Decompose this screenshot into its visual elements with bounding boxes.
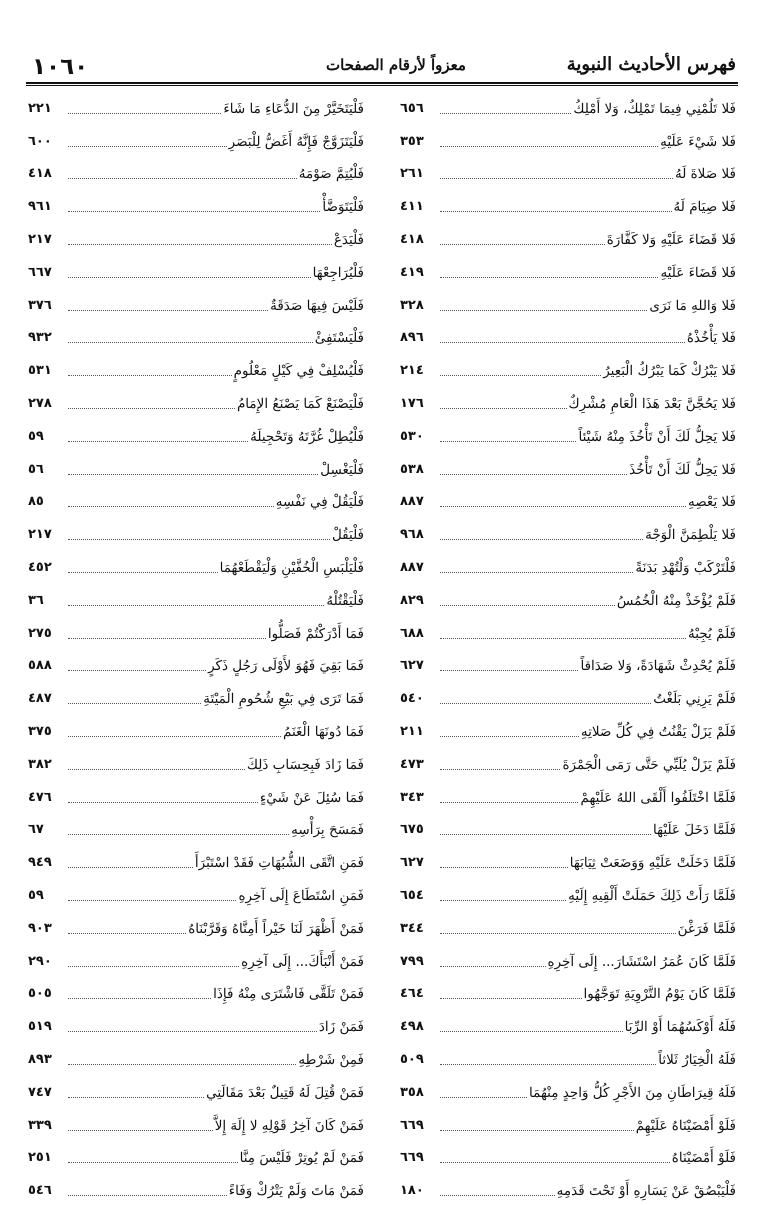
index-entry bbox=[400, 746, 736, 779]
index-entry bbox=[400, 320, 736, 353]
hadith-text: فَمَنْ لَمْ يُوتِرْ فَلَيْسَ مِنَّا bbox=[239, 1150, 364, 1167]
hadith-text: فَلَمْ يَرِنِي بَلَغْتُ bbox=[653, 691, 736, 708]
index-entry bbox=[400, 910, 736, 943]
index-entry bbox=[400, 976, 736, 1009]
hadith-text: فَلْيَبْصُقْ عَنْ يَسَارِهِ أَوْ تَحْتَ قَدَمِهِ bbox=[556, 1183, 736, 1200]
dot-leader bbox=[440, 1064, 656, 1065]
hadith-text: فَلا يَأْخُذْهُ bbox=[686, 330, 736, 347]
index-entry bbox=[28, 1041, 364, 1074]
hadith-text: فَلَمَّا اخْتَلَفُوا أَلْقَى اللهُ عَلَيْهِمْ bbox=[580, 789, 736, 806]
index-entry bbox=[28, 418, 364, 451]
index-entry bbox=[400, 1074, 736, 1107]
index-entry bbox=[28, 320, 364, 353]
hadith-text: فَمَا أَدْرَكْتُمْ فَصَلُّوا bbox=[267, 625, 364, 642]
index-entry bbox=[400, 90, 736, 123]
dot-leader bbox=[68, 670, 206, 671]
page-reference: ٨٩٦ bbox=[400, 330, 424, 346]
hadith-text: فَمَسَحَ بِرَأْسِهِ bbox=[291, 822, 364, 839]
hadith-text: فَلَمَّا دَخَلَ عَلَيْهَا bbox=[653, 822, 736, 839]
index-entry bbox=[400, 582, 736, 615]
hadith-text: فَمَنْ قُتِلَ لَهُ قَتِيلٌ بَعْدَ مَقَالَتِي bbox=[206, 1084, 364, 1101]
index-entry bbox=[28, 1140, 364, 1173]
index-entry bbox=[400, 1172, 736, 1205]
hadith-text: فَلْيَسْتَفِئْ bbox=[314, 330, 364, 347]
hadith-text: فَمَا بَقِيَ فَهُوَ لأَوْلَى رَجُلٍ ذَكَرٍ bbox=[208, 658, 364, 675]
index-entry bbox=[400, 1041, 736, 1074]
index-entry bbox=[28, 1172, 364, 1205]
hadith-text: فَلْيَتَوَضَّأْ bbox=[322, 199, 364, 216]
hadith-text: فَلا صِيَامَ لَهُ bbox=[673, 199, 736, 216]
page-reference: ٣٦ bbox=[28, 592, 44, 608]
header-rule bbox=[26, 82, 738, 84]
hadith-text: فَمَنْ أَظْهَرَ لَنَا خَيْراً أَمِنَّاهُ وَقَرَّبْنَاهُ bbox=[188, 920, 364, 937]
hadith-text: فَلا يَبْرُكْ كَمَا يَبْرُكُ الْبَعِيرُ bbox=[603, 363, 736, 380]
index-entry bbox=[400, 844, 736, 877]
hadith-text: فَلْيَقْتُلْهُ bbox=[326, 592, 364, 609]
dot-leader bbox=[440, 933, 676, 934]
dot-leader bbox=[68, 736, 281, 737]
dot-leader bbox=[440, 1130, 634, 1131]
index-entry bbox=[28, 812, 364, 845]
index-entry bbox=[28, 648, 364, 681]
hadith-text: فَلَمْ يُؤْخَذْ مِنْهُ الْخُمُسُ bbox=[616, 592, 736, 609]
dot-leader bbox=[68, 572, 218, 573]
dot-leader bbox=[68, 441, 248, 442]
hadith-text: فَلا يَعْصِهِ bbox=[687, 494, 736, 511]
index-entry bbox=[400, 615, 736, 648]
index-entry bbox=[400, 943, 736, 976]
page-reference: ٩٦١ bbox=[28, 199, 52, 215]
page-reference: ٥٦ bbox=[28, 461, 44, 477]
hadith-text: فَلَمَّا كَانَ يَوْمُ التَّرْوِيَةِ تَوَجَّهُوا bbox=[583, 986, 736, 1003]
page-reference: ٥٠٩ bbox=[400, 1051, 424, 1067]
index-entry bbox=[28, 910, 364, 943]
dot-leader bbox=[440, 572, 633, 573]
index-entry bbox=[400, 1107, 736, 1140]
hadith-text: فَلَيْسَ فِيهَا صَدَقَةٌ bbox=[270, 297, 364, 314]
index-entry bbox=[400, 418, 736, 451]
page-reference: ٥٩ bbox=[28, 428, 44, 444]
index-entry bbox=[400, 484, 736, 517]
dot-leader bbox=[440, 375, 601, 376]
dot-leader bbox=[68, 474, 318, 475]
dot-leader bbox=[68, 769, 245, 770]
index-entry bbox=[28, 582, 364, 615]
dot-leader bbox=[68, 244, 332, 245]
hadith-text: فَمَا دُونَهَا الْغَنَمُ bbox=[282, 723, 364, 740]
hadith-text: فَلَوْ أَمْضَيْنَاهُ bbox=[671, 1150, 736, 1167]
page-reference: ٤١٨ bbox=[400, 231, 424, 247]
index-entry bbox=[28, 1107, 364, 1140]
dot-leader bbox=[440, 441, 576, 442]
dot-leader bbox=[68, 146, 227, 147]
page-reference: ٧٩٩ bbox=[400, 953, 424, 969]
page-reference: ٦٧ bbox=[28, 822, 44, 838]
page-reference: ٢٢١ bbox=[28, 100, 52, 116]
dot-leader bbox=[440, 506, 686, 507]
index-entry bbox=[400, 877, 736, 910]
index-entry bbox=[28, 779, 364, 812]
page-reference: ٥٤٠ bbox=[400, 691, 424, 707]
dot-leader bbox=[68, 802, 258, 803]
header-rule-thin bbox=[26, 85, 738, 86]
page-reference: ٦٦٩ bbox=[400, 1150, 424, 1166]
dot-leader bbox=[440, 998, 582, 999]
dot-leader bbox=[68, 1130, 213, 1131]
hadith-text: فَلْيَغْسِلْ bbox=[320, 461, 364, 478]
index-entry bbox=[400, 648, 736, 681]
hadith-text: فَمَنْ زَادَ bbox=[318, 1019, 364, 1036]
index-entry bbox=[400, 549, 736, 582]
dot-leader bbox=[68, 342, 313, 343]
index-entry bbox=[400, 451, 736, 484]
page-reference: ٣٢٨ bbox=[400, 297, 424, 313]
dot-leader bbox=[440, 802, 578, 803]
page-reference: ٤٧٦ bbox=[28, 789, 52, 805]
hadith-text: فَلَمَّا رَأَتْ ذَلِكَ حَمَلَتْ أَلْقِيهِ إِلَيْهِ bbox=[568, 887, 736, 904]
page-reference: ٣٥٣ bbox=[400, 133, 424, 149]
index-entry bbox=[400, 385, 736, 418]
index-entry bbox=[28, 484, 364, 517]
page-reference: ٤٥٢ bbox=[28, 559, 52, 575]
dot-leader bbox=[440, 769, 560, 770]
page-reference: ٤١٩ bbox=[400, 264, 424, 280]
page-reference: ٨٥ bbox=[28, 494, 44, 510]
dot-leader bbox=[68, 539, 330, 540]
dot-leader bbox=[68, 933, 186, 934]
dot-leader bbox=[440, 605, 615, 606]
hadith-text: فَلْيَتَخَيَّرْ مِنَ الدُّعَاءِ مَا شَاءَ bbox=[223, 100, 364, 117]
dot-leader bbox=[440, 474, 627, 475]
dot-leader bbox=[68, 966, 239, 967]
page-reference: ٦٦٧ bbox=[28, 264, 52, 280]
index-column-right bbox=[400, 90, 736, 1205]
page-reference: ٩٦٨ bbox=[400, 527, 424, 543]
dot-leader bbox=[440, 211, 672, 212]
dot-leader bbox=[440, 900, 566, 901]
index-entry bbox=[28, 976, 364, 1009]
page-reference: ٩٣٢ bbox=[28, 330, 52, 346]
hadith-text: فَمَنْ أَنْبَأَكَ... إِلَى آخِرِهِ bbox=[241, 953, 364, 970]
page-reference: ٤٩٨ bbox=[400, 1019, 424, 1035]
index-entry bbox=[28, 943, 364, 976]
index-entry bbox=[28, 123, 364, 156]
hadith-text: فَلَمَّا دَخَلَتْ عَلَيْهِ وَوَضَعَتْ ثِيَابَهَا bbox=[569, 855, 736, 872]
hadith-text: فَلْتَرْكَبْ وَلْتُهْدِ بَدَنَةً bbox=[635, 559, 736, 576]
dot-leader bbox=[68, 375, 232, 376]
page-number: ١٠٦٠ bbox=[32, 54, 89, 80]
page-reference: ٣٧٥ bbox=[28, 723, 52, 739]
dot-leader bbox=[440, 146, 658, 147]
page-reference: ٨٢٩ bbox=[400, 592, 424, 608]
hadith-text: فَمِنْ شَرْطِهِ bbox=[298, 1051, 364, 1068]
hadith-text: فَلا قَضَاءَ عَلَيْهِ bbox=[660, 264, 736, 281]
dot-leader bbox=[68, 998, 211, 999]
hadith-text: فَلا يَحِلُّ لَكَ أَنْ تَأْخُذَ bbox=[629, 461, 736, 478]
hadith-text: فَلْيُسْلِفْ فِي كَيْلٍ مَعْلُومٍ bbox=[233, 363, 364, 380]
hadith-text: فَلا وَاللهِ مَا نَرَى bbox=[649, 297, 736, 314]
page-reference: ٢٩٠ bbox=[28, 953, 52, 969]
index-entry bbox=[400, 156, 736, 189]
index-entry bbox=[400, 812, 736, 845]
hadith-text: فَمَنْ مَاتَ وَلَمْ يَتْرُكْ وَفَاءً bbox=[228, 1183, 364, 1200]
hadith-text: فَلْيَقُلْ bbox=[331, 527, 364, 544]
page-reference: ٦٦٩ bbox=[400, 1117, 424, 1133]
hadith-text: فَلا يَحِلُّ لَكَ أَنْ تَأْخُذَ مِنْهُ شَيْئاً bbox=[578, 428, 736, 445]
dot-leader bbox=[440, 342, 685, 343]
page-reference: ٥٤٦ bbox=[28, 1183, 52, 1199]
hadith-text: فَمَا سُئِلَ عَنْ شَيْءٍ bbox=[259, 789, 364, 806]
index-entry bbox=[400, 352, 736, 385]
index-entry bbox=[400, 1008, 736, 1041]
page-reference: ٤١٨ bbox=[28, 166, 52, 182]
dot-leader bbox=[68, 900, 236, 901]
index-entry bbox=[28, 549, 364, 582]
hadith-text: فَلا صَلاةَ لَهُ bbox=[674, 166, 736, 183]
hadith-text: فَلا تَلُمْنِي فِيمَا تَمْلِكُ، وَلا أَمْلِكُ bbox=[573, 100, 736, 117]
dot-leader bbox=[68, 638, 266, 639]
page-reference: ٤٧٣ bbox=[400, 756, 424, 772]
index-column-left bbox=[28, 90, 364, 1205]
page-reference: ٣٤٣ bbox=[400, 789, 424, 805]
index-entry bbox=[28, 877, 364, 910]
page-reference: ٨٨٧ bbox=[400, 494, 424, 510]
hadith-text: فَلَمْ يُجِبْهُ bbox=[688, 625, 736, 642]
dot-leader bbox=[440, 703, 651, 704]
dot-leader bbox=[440, 966, 546, 967]
hadith-text: فَلْيَصْنَعْ كَمَا يَصْنَعُ الإِمَامُ bbox=[236, 395, 364, 412]
page-reference: ٢٧٨ bbox=[28, 395, 52, 411]
hadith-text: فَلا يَحُجَّنَّ بَعْدَ هَذَا الْعَامِ مُشْرِكٌ bbox=[568, 395, 736, 412]
dot-leader bbox=[68, 1097, 204, 1098]
page-reference: ٤٨٧ bbox=[28, 691, 52, 707]
index-entry bbox=[28, 1008, 364, 1041]
dot-leader bbox=[440, 408, 567, 409]
page-reference: ٣٥٨ bbox=[400, 1084, 424, 1100]
page-reference: ٥٩ bbox=[28, 887, 44, 903]
page-reference: ٦٨٨ bbox=[400, 625, 424, 641]
dot-leader bbox=[68, 1031, 317, 1032]
index-entry bbox=[400, 680, 736, 713]
page-reference: ١٨٠ bbox=[400, 1183, 424, 1199]
hadith-text: فَلَمَّا فَرَغْنَ bbox=[677, 920, 736, 937]
page-reference: ٥٣٨ bbox=[400, 461, 424, 477]
page-reference: ٥٠٥ bbox=[28, 986, 52, 1002]
hadith-text: فَلَمْ يَزَلْ يَقْنُتُ فِي كُلِّ صَلاتِهِ bbox=[580, 723, 736, 740]
dot-leader bbox=[68, 703, 201, 704]
page-reference: ٥٣١ bbox=[28, 363, 52, 379]
index-entry bbox=[400, 779, 736, 812]
page-reference: ٣٣٩ bbox=[28, 1117, 52, 1133]
hadith-text: فَمَنْ تَلَقَّى فَاشْتَرَى مِنْهُ فَإِذَا bbox=[213, 986, 364, 1003]
header-title: فهرس الأحاديث النبوية bbox=[566, 54, 736, 75]
hadith-text: فَلَمْ يُحْدِثْ شَهَادَةً، وَلا صَدَاقاً bbox=[580, 658, 736, 675]
index-entry bbox=[28, 844, 364, 877]
index-entry bbox=[28, 156, 364, 189]
dot-leader bbox=[440, 310, 647, 311]
header-subtitle: معزواً لأرقام الصفحات bbox=[326, 56, 466, 74]
dot-leader bbox=[68, 605, 324, 606]
hadith-text: فَلْيَلْبَسِ الْخُفَّيْنِ وَلْيَقْطَعْهُمَا bbox=[219, 559, 364, 576]
page-reference: ٢٧٥ bbox=[28, 625, 52, 641]
dot-leader bbox=[440, 1195, 555, 1196]
hadith-text: فَلْيَدَعْ bbox=[333, 231, 364, 248]
page-reference: ٤٦٤ bbox=[400, 986, 424, 1002]
dot-leader bbox=[68, 408, 235, 409]
hadith-text: فَلْيَقُلْ فِي نَفْسِهِ bbox=[275, 494, 364, 511]
index-entry bbox=[400, 188, 736, 221]
hadith-text: فَلا شَيْءَ عَلَيْهِ bbox=[660, 133, 736, 150]
dot-leader bbox=[440, 178, 673, 179]
hadith-text: فَلَهُ الْخِيَارُ ثَلاثاً bbox=[658, 1051, 736, 1068]
page-reference: ٥٣٠ bbox=[400, 428, 424, 444]
page-reference: ٩٤٩ bbox=[28, 855, 52, 871]
index-entry bbox=[400, 123, 736, 156]
hadith-text: فَمَنِ اتَّقَى الشُّبُهَاتِ فَقَدْ اسْتَبْرَأَ bbox=[194, 855, 364, 872]
hadith-text: فَمَا زَادَ فَبِحِسَابِ ذَلِكَ bbox=[246, 756, 364, 773]
page-reference: ٢١٧ bbox=[28, 231, 52, 247]
index-entry bbox=[28, 680, 364, 713]
hadith-text: فَلَهُ قِيرَاطَانِ مِنَ الأَجْرِ كُلُّ وَاحِدٍ مِنْهُمَا bbox=[529, 1084, 736, 1101]
page-reference: ٢٦١ bbox=[400, 166, 424, 182]
dot-leader bbox=[440, 277, 658, 278]
dot-leader bbox=[440, 539, 643, 540]
page-reference: ٥٨٨ bbox=[28, 658, 52, 674]
index-entry bbox=[28, 90, 364, 123]
hadith-text: فَلا يَلْطِمَنَّ الْوَجْهَ bbox=[645, 527, 736, 544]
index-entry bbox=[28, 385, 364, 418]
page-reference: ٢١٤ bbox=[400, 363, 424, 379]
page-reference: ٢١٧ bbox=[28, 527, 52, 543]
page-reference: ٦٧٥ bbox=[400, 822, 424, 838]
hadith-text: فَلْيُتِمَّ صَوْمَهُ bbox=[298, 166, 364, 183]
hadith-text: فَلْيَتَزَوَّجْ فَإِنَّهُ أَغَضُّ لِلْبَصَرِ bbox=[228, 133, 364, 150]
hadith-text: فَلَهُ أَوْكَسُهُمَا أَوْ الرِّبَا bbox=[624, 1019, 736, 1036]
index-entry bbox=[28, 221, 364, 254]
page-reference: ٧٤٧ bbox=[28, 1084, 52, 1100]
index-entry bbox=[28, 254, 364, 287]
page-reference: ٣٤٤ bbox=[400, 920, 424, 936]
page-reference: ٢٥١ bbox=[28, 1150, 52, 1166]
dot-leader bbox=[440, 1162, 670, 1163]
page-reference: ٢١١ bbox=[400, 723, 424, 739]
dot-leader bbox=[440, 113, 571, 114]
dot-leader bbox=[68, 178, 297, 179]
index-entry bbox=[28, 746, 364, 779]
page-reference: ٩٠٣ bbox=[28, 920, 52, 936]
page-header bbox=[26, 50, 736, 82]
index-entry bbox=[400, 713, 736, 746]
dot-leader bbox=[440, 1031, 623, 1032]
page-reference: ٤١١ bbox=[400, 199, 424, 215]
index-entry bbox=[400, 221, 736, 254]
dot-leader bbox=[68, 310, 268, 311]
dot-leader bbox=[440, 244, 605, 245]
index-entry bbox=[28, 713, 364, 746]
dot-leader bbox=[68, 506, 274, 507]
dot-leader bbox=[68, 1064, 296, 1065]
index-entry bbox=[28, 615, 364, 648]
index-entry bbox=[400, 516, 736, 549]
dot-leader bbox=[440, 1097, 527, 1098]
hadith-text: فَلا قَضَاءَ عَلَيْهِ وَلا كَفَّارَةَ bbox=[606, 231, 736, 248]
page-reference: ٦٢٧ bbox=[400, 855, 424, 871]
page-reference: ٦٥٦ bbox=[400, 100, 424, 116]
hadith-text: فَلَمْ يَزَلْ يُلَبِّي حَتَّى رَمَى الْجَمْرَةَ bbox=[562, 756, 736, 773]
dot-leader bbox=[440, 670, 578, 671]
index-entry bbox=[28, 188, 364, 221]
index-entry bbox=[400, 287, 736, 320]
index-entry bbox=[28, 352, 364, 385]
page-reference: ٦٢٧ bbox=[400, 658, 424, 674]
hadith-text: فَلَمَّا كَانَ عُمَرُ اسْتَشَارَ... إِلَى آخِرِهِ bbox=[547, 953, 736, 970]
dot-leader bbox=[68, 1162, 238, 1163]
hadith-text: فَلَوْ أَمْضَيْنَاهُ عَلَيْهِمْ bbox=[635, 1117, 736, 1134]
index-entry bbox=[28, 1074, 364, 1107]
dot-leader bbox=[68, 1195, 227, 1196]
dot-leader bbox=[440, 834, 651, 835]
dot-leader bbox=[68, 867, 193, 868]
page-reference: ٨٩٣ bbox=[28, 1051, 52, 1067]
hadith-text: فَمَنِ اسْتَطَاعَ إِلَى آخِرِهِ bbox=[238, 887, 364, 904]
page-reference: ٦٠٠ bbox=[28, 133, 52, 149]
dot-leader bbox=[440, 867, 568, 868]
hadith-text: فَلْيُرَاجِعْهَا bbox=[312, 264, 364, 281]
page-reference: ٨٨٧ bbox=[400, 559, 424, 575]
page-reference: ١٧٦ bbox=[400, 395, 424, 411]
dot-leader bbox=[68, 113, 221, 114]
index-entry bbox=[400, 1140, 736, 1173]
dot-leader bbox=[68, 834, 289, 835]
dot-leader bbox=[68, 277, 311, 278]
dot-leader bbox=[440, 638, 686, 639]
page-reference: ٦٥٤ bbox=[400, 887, 424, 903]
hadith-text: فَمَنْ كَانَ آخِرُ قَوْلِهِ لا إِلَهَ إِلاَّ bbox=[214, 1117, 364, 1134]
index-entry bbox=[28, 451, 364, 484]
page-reference: ٣٧٦ bbox=[28, 297, 52, 313]
hadith-text: فَلْيُطِلْ غُرَّتَهُ وَتَحْجِيلَهُ bbox=[250, 428, 364, 445]
index-entry bbox=[400, 254, 736, 287]
page-reference: ٣٨٢ bbox=[28, 756, 52, 772]
dot-leader bbox=[440, 736, 579, 737]
index-entry bbox=[28, 516, 364, 549]
page-reference: ٥١٩ bbox=[28, 1019, 52, 1035]
index-entry bbox=[28, 287, 364, 320]
dot-leader bbox=[68, 211, 320, 212]
hadith-text: فَمَا تَرَى فِي بَيْعِ شُحُومِ الْمَيْتَةِ bbox=[203, 691, 364, 708]
